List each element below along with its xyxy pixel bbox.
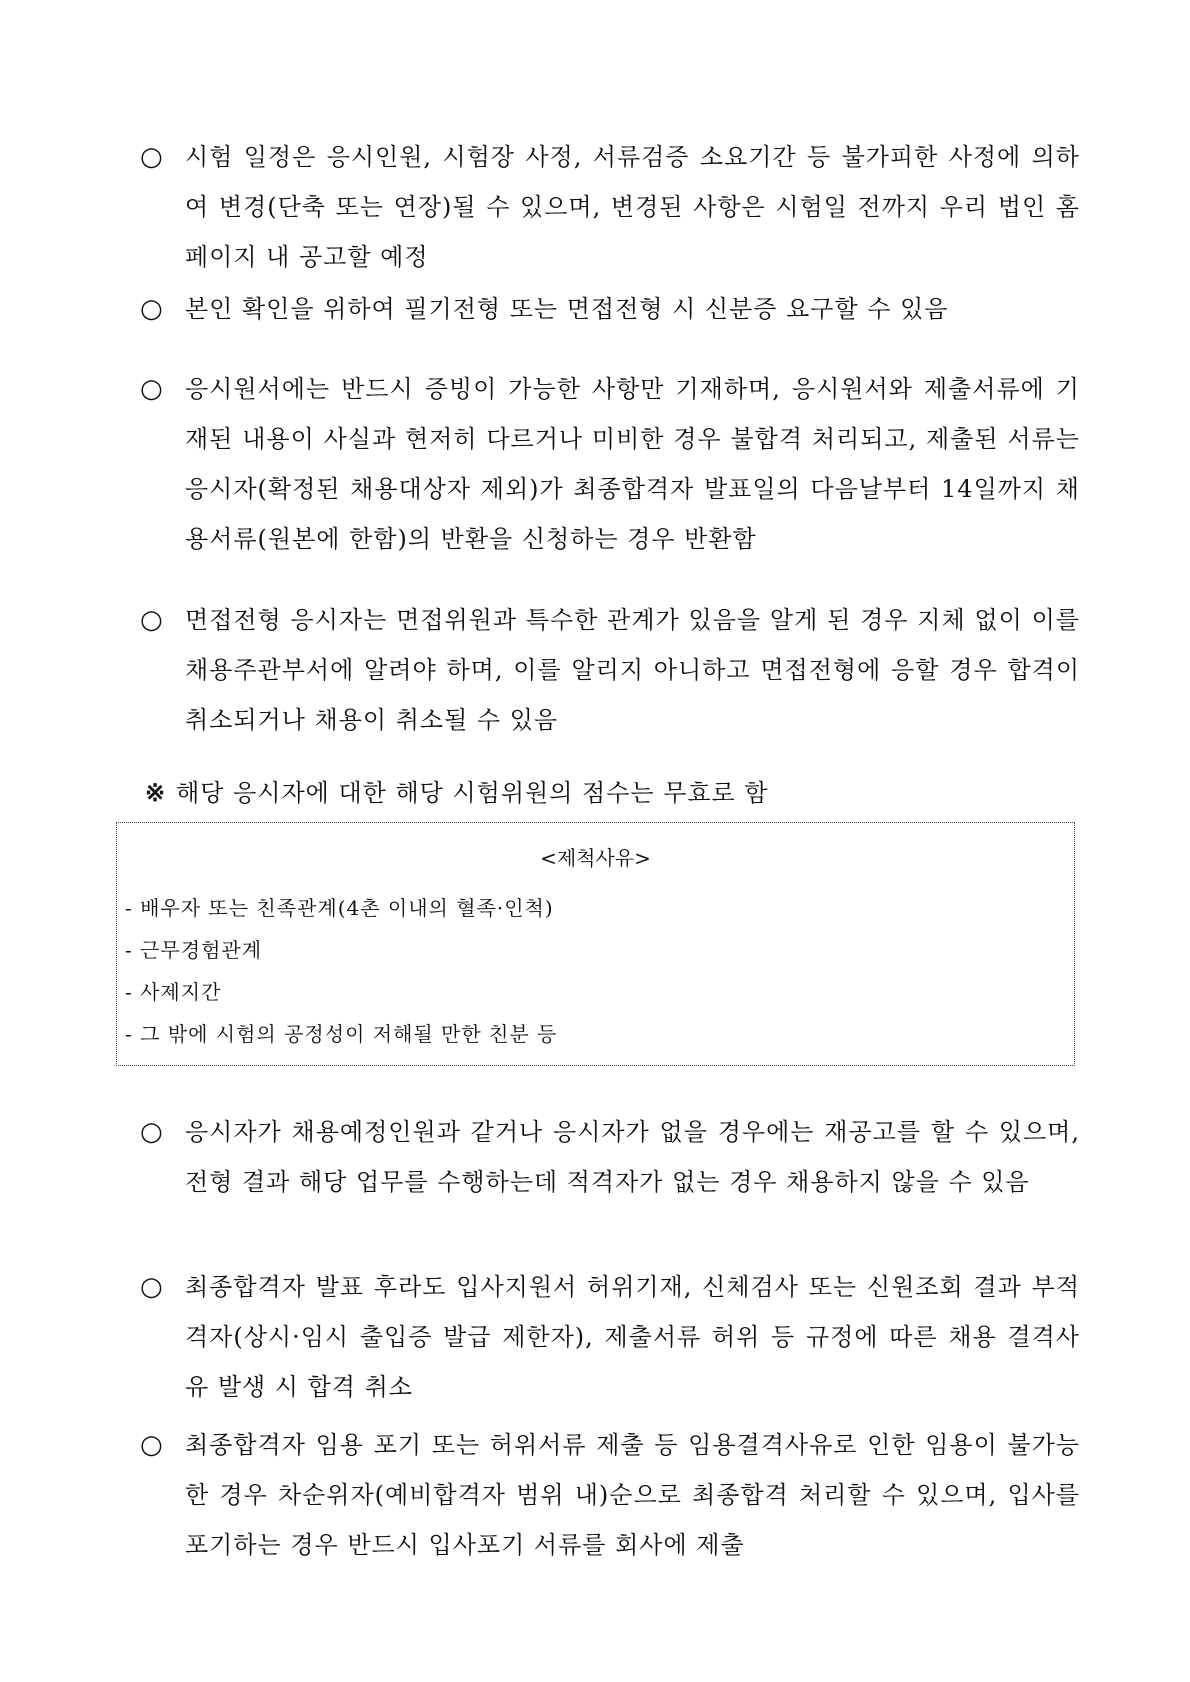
- notice-item: [140, 1420, 1080, 1570]
- box-title: <제척사유>: [540, 846, 651, 870]
- notice-item-text: 시험 일정은 응시인원, 시험장 사정, 서류검증 소요기간 등 불가피한 사정에 의하여 변경(단축 또는 연장)될 수 있으며, 변경된 사항은 시험일 전까지 우리 법인 홈페이지 내 공고할 예정: [185, 143, 1080, 271]
- circle-bullet-icon: ○: [140, 294, 163, 324]
- notice-item-text: 응시자가 채용예정인원과 같거나 응시자가 없을 경우에는 재공고를 할 수 있으며, 전형 결과 해당 업무를 수행하는데 적격자가 없는 경우 채용하지 않을 수 있음: [185, 1118, 1080, 1196]
- note-line: [145, 768, 769, 818]
- circle-bullet-icon: ○: [140, 374, 163, 404]
- notice-item-text: 최종합격자 임용 포기 또는 허위서류 제출 등 임용결격사유로 인한 임용이 불가능한 경우 차순위자(예비합격자 범위 내)순으로 최종합격 처리할 수 있으며, 입사를 포기하는 경우 반드시 입사포기 서류를 회사에 제출: [185, 1431, 1080, 1559]
- circle-bullet-icon: ○: [140, 1430, 163, 1460]
- notice-item: [140, 1262, 1080, 1412]
- circle-bullet-icon: ○: [140, 142, 163, 172]
- box-line: - 배우자 또는 친족관계(4촌 이내의 혈족·인척): [125, 896, 554, 920]
- circle-bullet-icon: ○: [140, 605, 163, 635]
- notice-item-text: 응시원서에는 반드시 증빙이 가능한 사항만 기재하며, 응시원서와 제출서류에 기재된 내용이 사실과 현저히 다르거나 미비한 경우 불합격 처리되고, 제출된 서류는 응시자(확정된 채용대상자 제외)가 최종합격자 발표일의 다음날부터 14일까지 채용서류(원본에 한함)의 반환을 신청하는 경우 반환함: [185, 375, 1080, 553]
- notice-item-text: 본인 확인을 위하여 필기전형 또는 면접전형 시 신분증 요구할 수 있음: [185, 295, 949, 323]
- disqualification-box: [116, 822, 1075, 1066]
- notice-item: [140, 1107, 1080, 1207]
- box-line: - 근무경험관계: [125, 938, 263, 962]
- notice-item: [140, 364, 1080, 564]
- notice-item: [140, 132, 1080, 282]
- notice-item: [140, 284, 1080, 334]
- notice-item-text: 최종합격자 발표 후라도 입사지원서 허위기재, 신체검사 또는 신원조회 결과 부적격자(상시·임시 출입증 발급 제한자), 제출서류 허위 등 규정에 따른 채용 결격사유 발생 시 합격 취소: [185, 1273, 1080, 1401]
- notice-item: [140, 595, 1080, 745]
- box-line: - 그 밖에 시험의 공정성이 저해될 만한 친분 등: [125, 1022, 558, 1046]
- notice-item-text: 면접전형 응시자는 면접위원과 특수한 관계가 있음을 알게 된 경우 지체 없이 이를 채용주관부서에 알려야 하며, 이를 알리지 아니하고 면접전형에 응할 경우 합격이 취소되거나 채용이 취소될 수 있음: [185, 606, 1080, 734]
- circle-bullet-icon: ○: [140, 1117, 163, 1147]
- reference-mark-icon: ※: [145, 778, 167, 807]
- note-text: 해당 응시자에 대한 해당 시험위원의 점수는 무효로 함: [176, 779, 769, 807]
- box-line: - 사제지간: [125, 980, 222, 1004]
- circle-bullet-icon: ○: [140, 1272, 163, 1302]
